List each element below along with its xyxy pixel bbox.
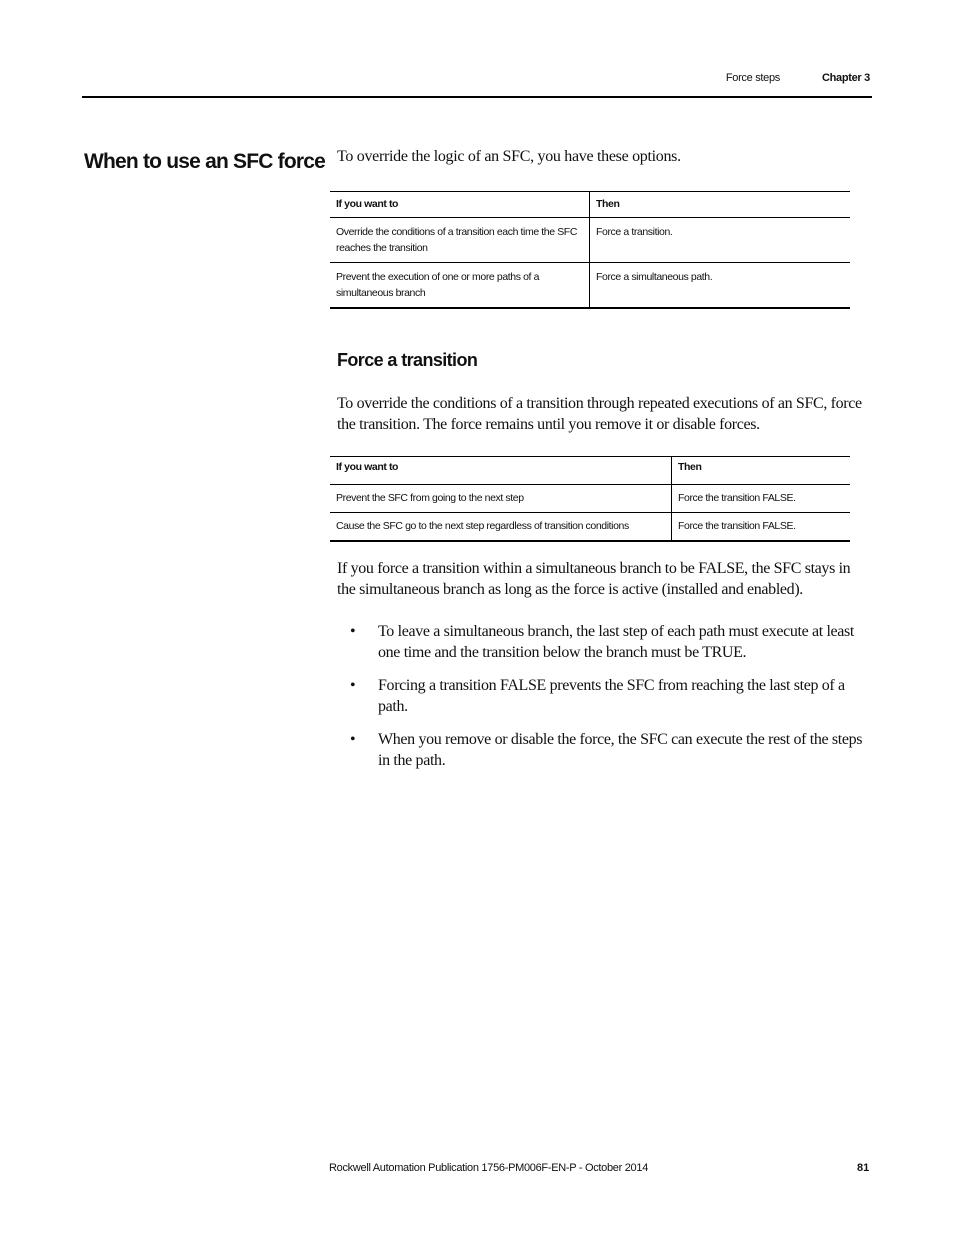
list-item [350, 675, 870, 717]
section-heading: Force a transition [337, 350, 478, 370]
header-section-name: Force steps [725, 72, 780, 84]
side-heading: When to use an SFC force [84, 150, 325, 173]
table-row [330, 263, 850, 309]
body-paragraph: To override the conditions of a transition through repeated executions of an SFC, force the transition. The force remains until you remove it or disable forces. [337, 395, 862, 433]
list-item [350, 729, 870, 771]
table-cell: Force a simultaneous path. [590, 263, 851, 309]
table-header-cell: Then [590, 192, 851, 218]
force-transition-table [330, 456, 850, 542]
table-row [330, 485, 850, 513]
bullet-icon: • [350, 623, 356, 640]
list-item-text: To leave a simultaneous branch, the last step of each path must execute at least one time and the transition below the branch must be TRUE. [378, 623, 855, 661]
table-cell: Prevent the SFC from going to the next step [330, 485, 672, 513]
bullet-icon: • [350, 731, 356, 748]
bullet-list [350, 621, 870, 783]
list-item-text: Forcing a transition FALSE prevents the SFC from reaching the last step of a path. [378, 677, 845, 715]
table-header-cell: Then [672, 457, 851, 485]
header-chapter: Chapter 3 [821, 72, 870, 84]
footer-page-number: 81 [857, 1162, 870, 1174]
footer-publication: Rockwell Automation Publication 1756-PM006F-EN-P - October 2014 [329, 1162, 649, 1174]
page-header [82, 70, 872, 98]
intro-text: To override the logic of an SFC, you have these options. [337, 148, 681, 165]
table-cell: Override the conditions of a transition each time the SFC reaches the transition [330, 218, 590, 263]
table-cell: Cause the SFC go to the next step regardless of transition conditions [330, 513, 672, 542]
table-header-row [330, 192, 850, 218]
table-cell: Force the transition FALSE. [672, 513, 851, 542]
table-header-cell: If you want to [330, 192, 590, 218]
table-header-cell: If you want to [330, 457, 672, 485]
body-paragraph: If you force a transition within a simultaneous branch to be FALSE, the SFC stays in the simultaneous branch as long as the force is active (installed and enabled). [337, 560, 851, 598]
table-cell: Prevent the execution of one or more paths of a simultaneous branch [330, 263, 590, 309]
table-row [330, 513, 850, 542]
list-item [350, 621, 870, 663]
table-row [330, 218, 850, 263]
list-item-text: When you remove or disable the force, the SFC can execute the rest of the steps in the path. [378, 731, 863, 769]
options-table [330, 191, 850, 309]
bullet-icon: • [350, 677, 356, 694]
table-cell: Force the transition FALSE. [672, 485, 851, 513]
table-header-row [330, 457, 850, 485]
table-cell: Force a transition. [590, 218, 851, 263]
